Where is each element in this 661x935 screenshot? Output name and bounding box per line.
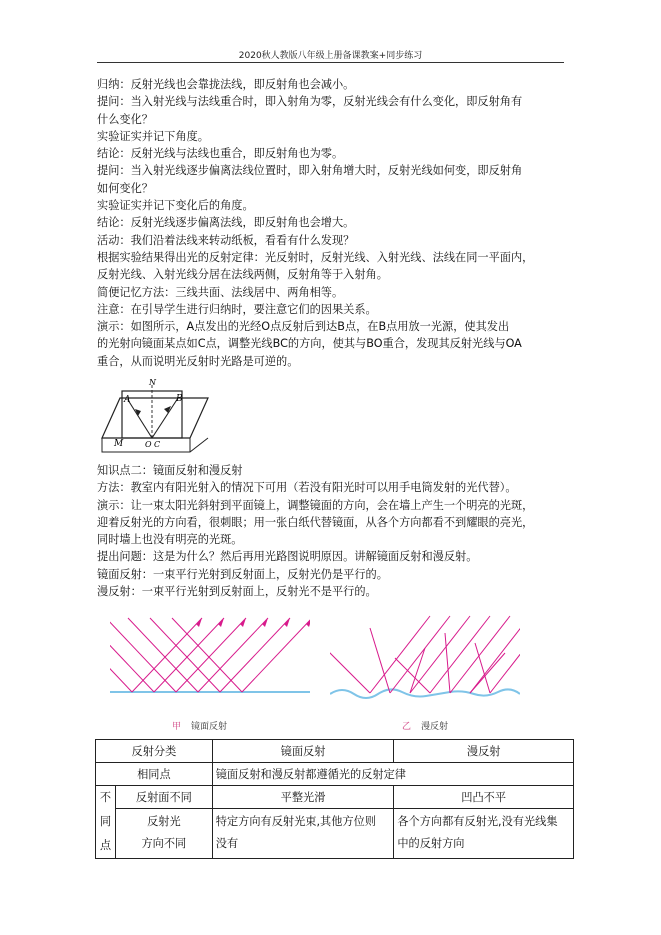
text-line: 提问：当入射光线与法线重合时，即入射角为零，反射光线会有什么变化，即反射角有 xyxy=(97,95,523,109)
text-line: 迎着反射光的方向看，很刺眼；用一张白纸代替镜面，从各个方向都看不到耀眼的亮光， xyxy=(97,515,534,529)
ray-arrow xyxy=(196,618,202,627)
reflected-ray xyxy=(154,618,224,692)
section-heading: 知识点二：镜面反射和漫反射 xyxy=(97,464,243,477)
diffuse-figure-caption xyxy=(402,719,448,732)
text-line: 根据实验结果得出光的反射定律：光反射时，反射光线、入射光线、法线在同一平面内， xyxy=(97,250,534,264)
header-category: 反射分类 xyxy=(96,740,213,763)
diffuse-reflection-figure xyxy=(330,608,520,708)
text-line: 同时墙上也没有明亮的光斑。 xyxy=(97,533,243,547)
direction-diffuse-line: 中的反射方向 xyxy=(397,837,465,851)
text-line: 镜面反射：一束平行光射到反射面上，反射光仍是平行的。 xyxy=(97,567,388,581)
text-line: 什么变化？ xyxy=(97,112,153,126)
incident-ray xyxy=(150,618,220,692)
body-text-2 xyxy=(97,462,572,600)
ray-arrow xyxy=(284,618,290,627)
scattered-ray xyxy=(395,658,430,693)
header-mirror: 镜面反射 xyxy=(212,740,394,763)
reflected-ray xyxy=(220,618,290,692)
text-line: 结论：反射光线逐步偏离法线，即反射角也会增大。 xyxy=(97,216,355,230)
label-m: M xyxy=(114,439,124,449)
text-line: 实验证实并记下变化后的角度。 xyxy=(97,199,254,213)
text-line: 演示：如图所示，A点发出的光经O点反射后到达B点，在B点用放一光源，使其发出 xyxy=(97,320,510,334)
text-line: 漫反射：一束平行光射到反射面上，反射光不是平行的。 xyxy=(97,585,377,599)
mirror-reflection-figure xyxy=(110,608,310,708)
header-diffuse: 漫反射 xyxy=(394,740,574,763)
ray-arrow xyxy=(240,618,246,627)
text-line: 简便记忆方法：三线共面、法线居中、两角相等。 xyxy=(97,285,344,299)
reflected-ray xyxy=(176,618,246,692)
reflection-board-figure xyxy=(98,376,218,456)
body-text-1 xyxy=(97,76,572,370)
direction-label-line: 方向不同 xyxy=(141,837,187,851)
mirror-figure-mark: 甲 xyxy=(172,722,182,732)
difference-char: 不 xyxy=(99,791,112,804)
text-line: 如何变化？ xyxy=(97,181,153,195)
direction-mirror xyxy=(212,808,394,858)
ray-arrow xyxy=(218,618,224,627)
text-line: 的光射向镜面某点如C点，调整光线BC的方向，使其与BO重合，发现其反射光线与OA xyxy=(97,337,522,351)
header-rule xyxy=(97,62,564,63)
incident-ray xyxy=(470,616,520,693)
diffuse-figure-caption-text: 漫反射 xyxy=(421,722,449,732)
same-value: 镜面反射和漫反射都遵循光的反射定律 xyxy=(212,763,573,786)
scattered-ray xyxy=(370,628,390,693)
mirror-figure-caption-text: 镜面反射 xyxy=(191,722,228,732)
incident-ray xyxy=(128,618,198,692)
direction-mirror-line: 特定方向有反射光束,其他方位则 xyxy=(215,815,376,829)
direction-label-line: 反射光 xyxy=(147,815,181,829)
scattered-ray xyxy=(330,638,370,693)
text-line: 实验证实并记下角度。 xyxy=(97,129,209,143)
text-line: 方法：教室内有阳光射入的情况下可用（若没有阳光时可以用手电筒发射的光代替）。 xyxy=(97,481,517,495)
difference-label xyxy=(96,786,116,859)
diffuse-figure-mark: 乙 xyxy=(402,722,412,732)
label-a: A xyxy=(124,395,131,405)
incident-ray xyxy=(370,616,430,693)
text-line: 归纳：反射光线也会靠拢法线，即反射角也会减小。 xyxy=(97,78,355,91)
scattered-ray xyxy=(470,653,505,693)
incident-ray xyxy=(172,618,242,692)
label-o: O xyxy=(145,440,152,449)
same-label: 相同点 xyxy=(96,763,213,786)
difference-char: 同 xyxy=(99,815,112,828)
direction-mirror-line: 没有 xyxy=(215,837,239,851)
direction-diffuse xyxy=(394,808,574,858)
label-c: C xyxy=(154,440,161,449)
text-line: 结论：反射光线与法线也重合，即反射角也为零。 xyxy=(97,147,344,161)
text-line: 活动：我们沿着法线来转动纸板，看看有什么发现？ xyxy=(97,233,355,247)
incident-ray xyxy=(110,618,132,692)
direction-diffuse-line: 各个方向都有反射光,没有光线集 xyxy=(397,815,558,829)
incident-ray xyxy=(390,616,450,693)
surface-diffuse: 凹凸不平 xyxy=(394,786,574,809)
reflected-ray xyxy=(198,618,268,692)
text-line: 注意：在引导学生进行归纳时，要注意它们的因果关系。 xyxy=(97,302,377,316)
mirror-figure-caption xyxy=(172,719,227,732)
page-header: 2020秋人教版八年级上册备课教案+同步练习 xyxy=(238,51,423,61)
text-line: 重合，从而说明光反射时光路是可逆的。 xyxy=(97,354,299,368)
label-b: B xyxy=(176,394,183,404)
incident-ray xyxy=(490,616,520,693)
reflected-ray xyxy=(242,618,310,692)
reflection-comparison-table xyxy=(95,739,574,859)
ray-arrow xyxy=(262,618,268,627)
ray-arrow xyxy=(306,618,310,627)
text-line: 提出问题：这是为什么？然后再用光路图说明原因。讲解镜面反射和漫反射。 xyxy=(97,550,478,564)
surface-mirror: 平整光滑 xyxy=(212,786,394,809)
label-n: N xyxy=(149,378,156,387)
text-line: 提问：当入射光线逐步偏离法线位置时，即入射角增大时，反射光线如何变，即反射角 xyxy=(97,164,523,178)
direction-label xyxy=(115,808,212,858)
surface-label: 反射面不同 xyxy=(115,786,212,809)
difference-char: 点 xyxy=(99,839,112,852)
text-line: 反射光线、入射光线分居在法线两侧，反射角等于入射角。 xyxy=(97,268,388,282)
reflected-ray xyxy=(132,618,202,692)
incident-ray xyxy=(430,616,490,693)
text-line: 演示：让一束太阳光斜射到平面镜上，调整镜面的方向，会在墙上产生一个明亮的光斑， xyxy=(97,498,534,512)
